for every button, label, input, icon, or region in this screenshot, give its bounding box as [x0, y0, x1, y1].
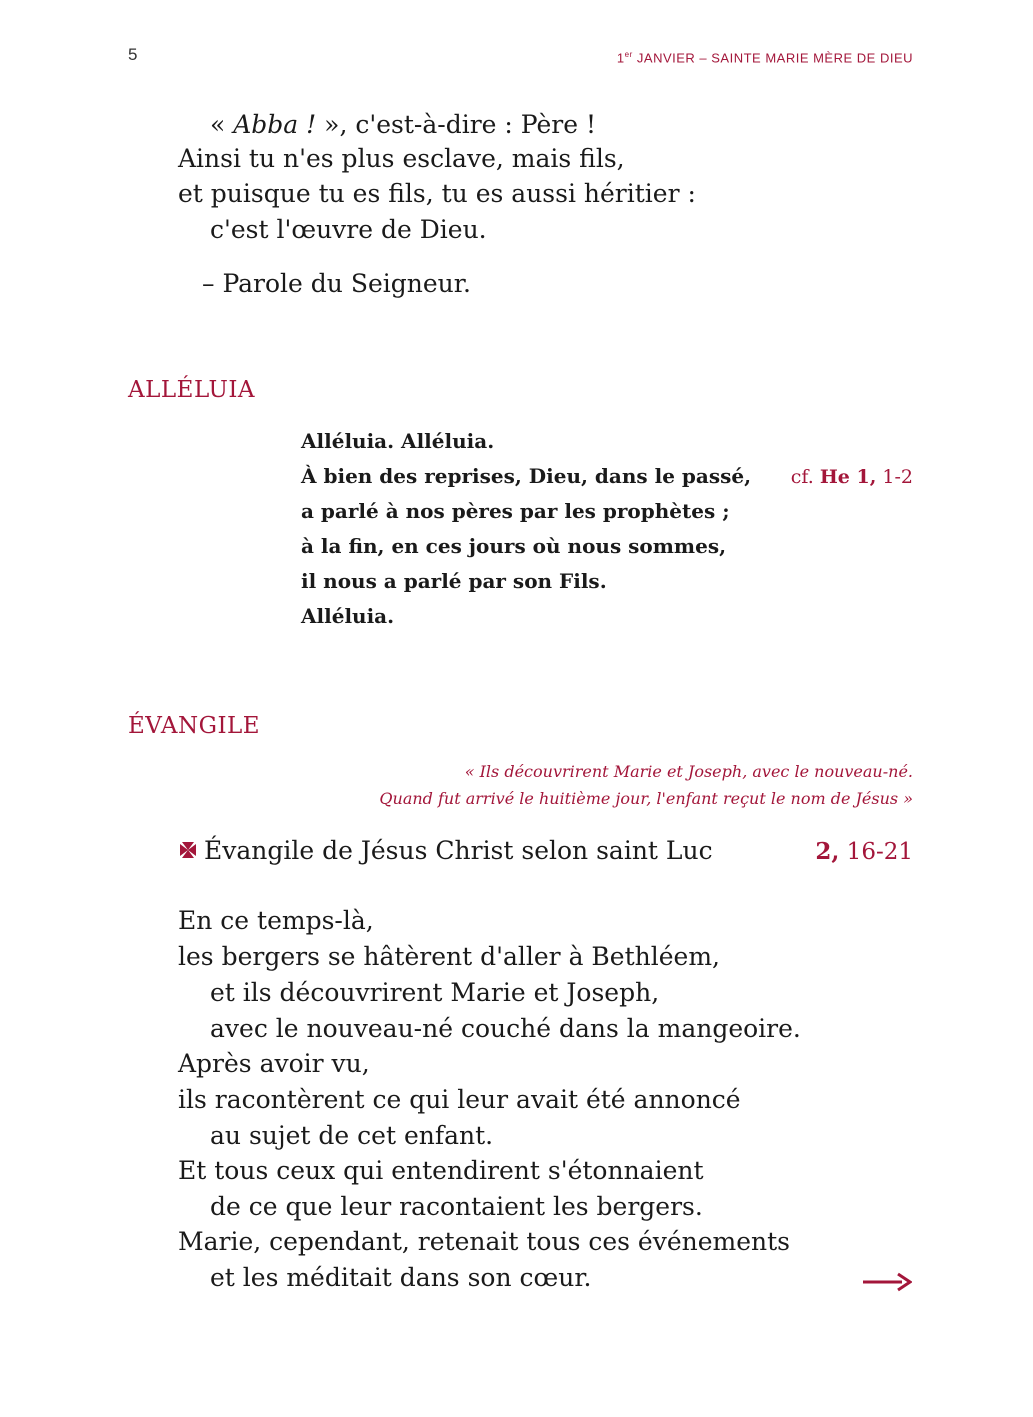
alleluia-reference: cf. He 1, 1-2 [790, 466, 913, 488]
alleluia-line: il nous a parlé par son Fils. [301, 569, 607, 593]
gospel-summary-line: Quand fut arrivé le huitième jour, l'enfant reçut le nom de Jésus » [379, 789, 913, 808]
alleluia-title: ALLÉLUIA [128, 377, 256, 403]
gospel-line: Marie, cependant, retenait tous ces événements [178, 1227, 790, 1256]
running-header: 1er JANVIER – SAINTE MARIE MÈRE DE DIEU [616, 50, 913, 66]
right-arrow-icon [862, 1270, 912, 1294]
gospel-line: ils racontèrent ce qui leur avait été annoncé [178, 1085, 741, 1114]
reading-line: Ainsi tu n'es plus esclave, mais fils, [178, 144, 625, 173]
gospel-line: de ce que leur racontaient les bergers. [210, 1192, 703, 1221]
maltese-cross-icon [178, 840, 198, 860]
gospel-title: ÉVANGILE [128, 713, 261, 739]
alleluia-line: À bien des reprises, Dieu, dans le passé, [301, 464, 752, 488]
alleluia-line: à la fin, en ces jours où nous sommes, [301, 534, 727, 558]
gospel-line: et ils découvrirent Marie et Joseph, [210, 978, 660, 1007]
gospel-line: et les méditait dans son cœur. [210, 1263, 592, 1292]
gospel-line: les bergers se hâtèrent d'aller à Bethléem, [178, 942, 720, 971]
gospel-line: avec le nouveau-né couché dans la mangeoire. [210, 1014, 801, 1043]
reading-line: et puisque tu es fils, tu es aussi héritier : [178, 179, 696, 208]
gospel-summary-line: « Ils découvrirent Marie et Joseph, avec le nouveau-né. [464, 762, 913, 781]
reading-line: « Abba ! », c'est-à-dire : Père ! [210, 110, 596, 139]
gospel-line: au sujet de cet enfant. [210, 1121, 494, 1150]
reading-acclamation: – Parole du Seigneur. [202, 269, 471, 298]
page-number: 5 [128, 45, 138, 64]
gospel-reference: 2, 16-21 [815, 838, 913, 865]
alleluia-line: Alléluia. Alléluia. [301, 429, 495, 453]
gospel-line: Et tous ceux qui entendirent s'étonnaient [178, 1156, 704, 1185]
alleluia-line: a parlé à nos pères par les prophètes ; [301, 499, 730, 523]
gospel-line: Après avoir vu, [178, 1049, 370, 1078]
gospel-announcement: Évangile de Jésus Christ selon saint Luc [178, 836, 713, 865]
reading-line: c'est l'œuvre de Dieu. [210, 215, 487, 244]
alleluia-line: Alléluia. [301, 604, 395, 628]
gospel-line: En ce temps-là, [178, 906, 374, 935]
